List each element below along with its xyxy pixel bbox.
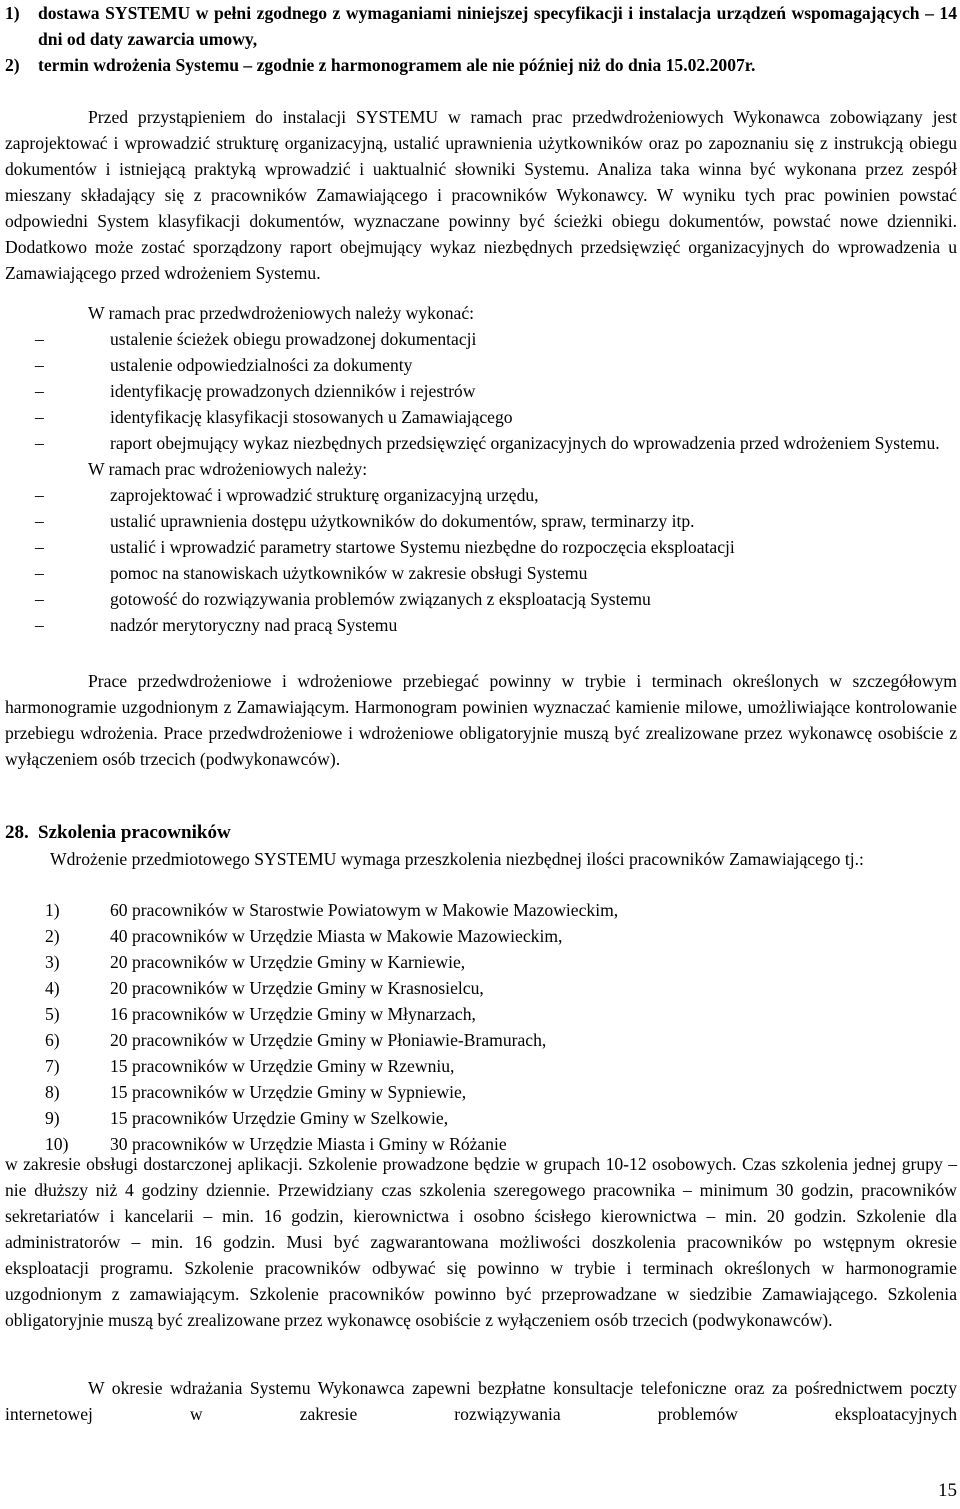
- paragraph-training-details: [5, 1151, 957, 1333]
- list-text: 20 pracowników w Urzędzie Gminy w Krasnosielcu,: [110, 978, 484, 998]
- list-number: 1): [45, 900, 60, 920]
- section-number: 28.: [5, 822, 29, 843]
- training-list: [5, 897, 957, 1157]
- paragraph-text: Przed przystąpieniem do instalacji SYSTEMU w ramach prac przedwdrożeniowych Wykonawca zobowiązany jest zaprojektować i wprowadzić strukturę organizacyjną, ustalić uprawnienia użytkowników oraz po zapoznaniu się z instrukcją obiegu dokumentów i istniejącą praktyką wprowadzić i uaktualnić słowniki Systemu. Analiza taka winna być wykonana przez zespół mieszany składający się z pracowników Zamawiającego i pracowników Wykonawcy. W wyniku tych prac powinien powstać odpowiedni System klasyfikacji dokumentów, wyznaczane powinny być ścieżki obiegu dokumentów, powstać nowe dzienniki. Dodatkowo może zostać sporządzony raport obejmujący wykaz niezbędnych przedsięwzięć organizacyjnych do wprowadzenia u Zamawiającego przed wdrożeniem Systemu.: [5, 107, 957, 283]
- pre-intro: W ramach prac przedwdrożeniowych należy wykonać:: [88, 303, 475, 323]
- dash-list-item: [5, 482, 957, 508]
- list-item: [5, 897, 957, 923]
- list-number: 6): [45, 1030, 60, 1050]
- list-text: pomoc na stanowiskach użytkowników w zakresie obsługi Systemu: [110, 563, 588, 583]
- list-text: 15 pracowników w Urzędzie Gminy w Sypniewie,: [110, 1082, 467, 1102]
- list-text: 40 pracowników w Urzędzie Miasta w Makowie Mazowieckim,: [110, 926, 563, 946]
- list-item: [5, 1053, 957, 1079]
- list-number: 1): [5, 3, 20, 23]
- dash-list-item: [5, 560, 957, 586]
- paragraph-text: W okresie wdrażania Systemu Wykonawca zapewni bezpłatne konsultacje telefoniczne oraz za pośrednictwem poczty internetowej w zakresie rozwiązywania problemów eksploatacyjnych: [5, 1378, 957, 1424]
- list-item: [5, 52, 957, 78]
- paragraph-consultations: [5, 1375, 957, 1427]
- dash-bullet: –: [35, 329, 44, 349]
- list-item: [5, 1027, 957, 1053]
- list-text: 15 pracowników w Urzędzie Gminy w Rzewniu,: [110, 1056, 455, 1076]
- list-text: identyfikację prowadzonych dzienników i rejestrów: [110, 381, 476, 401]
- dash-list-item: [5, 430, 957, 456]
- dash-bullet: –: [35, 433, 44, 453]
- list-text: zaprojektować i wprowadzić strukturę organizacyjną urzędu,: [110, 485, 539, 505]
- section-title: Szkolenia pracowników: [38, 822, 231, 843]
- list-text: identyfikację klasyfikacji stosowanych u Zamawiającego: [110, 407, 513, 427]
- list-text: ustalić i wprowadzić parametry startowe Systemu niezbędne do rozpoczęcia eksploatacji: [110, 537, 735, 557]
- pre-implementation-section: [5, 300, 957, 638]
- dash-bullet: –: [35, 615, 44, 635]
- list-item: [5, 949, 957, 975]
- list-number: 9): [45, 1108, 60, 1128]
- list-text: termin wdrożenia Systemu – zgodnie z harmonogramem ale nie później niż do dnia 15.02.2007r.: [38, 55, 756, 75]
- dash-bullet: –: [35, 511, 44, 531]
- list-text: ustalenie ścieżek obiegu prowadzonej dokumentacji: [110, 329, 477, 349]
- list-text: raport obejmujący wykaz niezbędnych przedsięwzięć organizacyjnych do wprowadzenia przed wdrożeniem Systemu.: [110, 433, 940, 453]
- list-number: 5): [45, 1004, 60, 1024]
- page-number: 15: [938, 1480, 957, 1501]
- list-number: 10): [45, 1134, 69, 1154]
- list-item: [5, 0, 957, 52]
- list-text: 20 pracowników w Urzędzie Gminy w Płoniawie-Bramurach,: [110, 1030, 547, 1050]
- top-list: [5, 0, 957, 78]
- list-text: gotowość do rozwiązywania problemów związanych z eksploatacją Systemu: [110, 589, 651, 609]
- paragraph-text: w zakresie obsługi dostarczonej aplikacji. Szkolenie prowadzone będzie w grupach 10-12 osobowych. Czas szkolenia jednej grupy – nie dłuższy niż 4 godziny dziennie. Przewidziany czas szkolenia szeregowego pracownika – minimum 30 godzin, pracowników sekretariatów i kancelarii – min. 16 godzin, kierownictwa i osobno ścisłego kierownictwa – min. 20 godzin. Szkolenie dla administratorów – min. 16 godzin. Musi być zagwarantowana możliwości doszkolenia pracowników po wstępnym okresie eksploatacji programu. Szkolenie pracowników odbywać się powinno w trybie i terminach określonych w harmonogramie uzgodnionym z zamawiającym. Szkolenie pracowników powinno być przeprowadzane w siedzibie Zamawiającego. Szkolenia obligatoryjnie muszą być zrealizowane przez wykonawcę osobiście z wyłączeniem osób trzecich (podwykonawców).: [5, 1154, 957, 1330]
- list-text: dostawa SYSTEMU w pełni zgodnego z wymaganiami niniejszej specyfikacji i instalacja urządzeń wspomagających – 14 dni od daty zawarcia umowy,: [38, 3, 957, 49]
- paragraph-text: Wdrożenie przedmiotowego SYSTEMU wymaga przeszkolenia niezbędnej ilości pracowników Zamawiającego tj.:: [50, 849, 864, 869]
- list-text: ustalenie odpowiedzialności za dokumenty: [110, 355, 413, 375]
- dash-list-item: [5, 508, 957, 534]
- list-text: 60 pracowników w Starostwie Powiatowym w Makowie Mazowieckim,: [110, 900, 619, 920]
- impl-intro: W ramach prac wdrożeniowych należy:: [88, 459, 368, 479]
- dash-bullet: –: [35, 485, 44, 505]
- paragraph-pre-implementation: [5, 104, 957, 286]
- list-text: ustalić uprawnienia dostępu użytkowników do dokumentów, spraw, terminarzy itp.: [110, 511, 695, 531]
- list-number: 7): [45, 1056, 60, 1076]
- paragraph-text: Prace przedwdrożeniowe i wdrożeniowe przebiegać powinny w trybie i terminach określonych w szczegółowym harmonogramie uzgodnionym z Zamawiającym. Harmonogram powinien wyznaczać kamienie milowe, umożliwiające kontrolowanie przebiegu wdrożenia. Prace przedwdrożeniowe i wdrożeniowe obligatoryjnie muszą być zrealizowane przez wykonawcę osobiście z wyłączeniem osób trzecich (podwykonawców).: [5, 671, 957, 769]
- list-number: 8): [45, 1082, 60, 1102]
- list-item: [5, 923, 957, 949]
- list-item: [5, 975, 957, 1001]
- dash-bullet: –: [35, 563, 44, 583]
- dash-list-item: [5, 326, 957, 352]
- list-text: 20 pracowników w Urzędzie Gminy w Karniewie,: [110, 952, 466, 972]
- dash-list-item: [5, 378, 957, 404]
- list-item: [5, 1001, 957, 1027]
- list-item: [5, 1079, 957, 1105]
- list-text: 30 pracowników w Urzędzie Miasta i Gminy w Różanie: [110, 1134, 507, 1154]
- dash-bullet: –: [35, 407, 44, 427]
- dash-list-item: [5, 534, 957, 560]
- paragraph-schedule: [5, 668, 957, 772]
- dash-list-item: [5, 612, 957, 638]
- dash-list-item: [5, 404, 957, 430]
- dash-bullet: –: [35, 381, 44, 401]
- list-item: [5, 1105, 957, 1131]
- dash-bullet: –: [35, 589, 44, 609]
- dash-bullet: –: [35, 355, 44, 375]
- list-text: nadzór merytoryczny nad pracą Systemu: [110, 615, 398, 635]
- dash-list-item: [5, 352, 957, 378]
- dash-bullet: –: [35, 537, 44, 557]
- list-text: 16 pracowników w Urzędzie Gminy w Młynarzach,: [110, 1004, 476, 1024]
- list-number: 2): [5, 55, 20, 75]
- list-number: 2): [45, 926, 60, 946]
- list-number: 3): [45, 952, 60, 972]
- section-intro: [5, 846, 957, 872]
- dash-list-item: [5, 586, 957, 612]
- section-heading: [5, 820, 957, 846]
- list-text: 15 pracowników Urzędzie Gminy w Szelkowie,: [110, 1108, 449, 1128]
- list-number: 4): [45, 978, 60, 998]
